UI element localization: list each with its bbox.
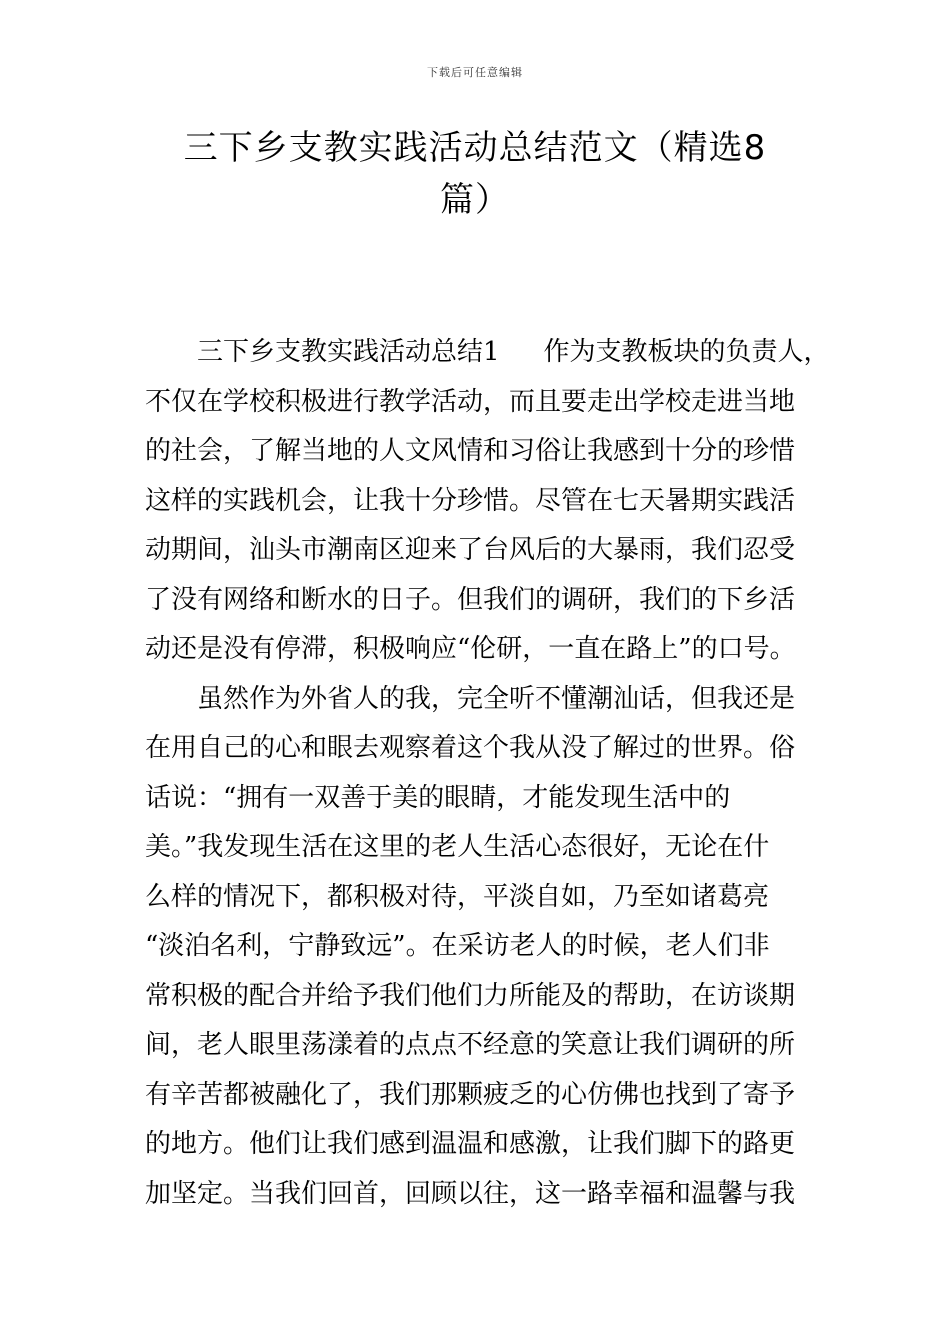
header-note: 下载后可任意编辑 — [427, 66, 523, 79]
paragraph-2-line: 话说：“拥有一双善于美的眼睛，才能发现生活中的 — [145, 782, 731, 813]
paragraph-1-line — [145, 328, 830, 378]
paragraph-2-line: “淡泊名利，宁静致远”。在采访老人的时候，老人们非 — [145, 931, 770, 961]
paragraph-2-line: 美。”我发现生活在这里的老人生活心态很好，无论在什 — [145, 832, 770, 862]
paragraph-1-line: 这样的实践机会，让我十分珍惜。尽管在七天暑期实践活 — [145, 485, 796, 516]
paragraph-2-line: 的地方。他们让我们感到温温和感激，让我们脚下的路更 — [145, 1129, 796, 1159]
paragraph-1-line: 的社会，了解当地的人文风情和习俗让我感到十分的珍惜 — [145, 436, 796, 466]
title-line-2: 篇） — [440, 180, 510, 220]
paragraph-2-line: 间，老人眼里荡漾着的点点不经意的笑意让我们调研的所 — [145, 1030, 796, 1060]
document-title — [150, 122, 800, 226]
document-body — [145, 328, 830, 1219]
paragraph-1-text: 作为支教板块的负责人， — [543, 337, 830, 367]
paragraph-1-line: 了没有网络和断水的日子。但我们的调研，我们的下乡活 — [145, 584, 796, 615]
paragraph-2-line: 常积极的配合并给予我们他们力所能及的帮助，在访谈期 — [145, 980, 796, 1011]
section-heading: 三下乡支教实践活动总结1 — [197, 337, 500, 367]
paragraph-1-line: 不仅在学校积极进行教学活动，而且要走出学校走进当地 — [145, 386, 796, 417]
paragraph-1-line: 动还是没有停滞，积极响应“伦研，一直在路上”的口号。 — [145, 634, 796, 664]
paragraph-1-line: 动期间，汕头市潮南区迎来了台风后的大暴雨，我们忍受 — [145, 535, 796, 565]
paragraph-2-line: 在用自己的心和眼去观察着这个我从没了解过的世界。俗 — [145, 733, 796, 763]
paragraph-2-line: 么样的情况下，都积极对待，平淡自如，乃至如诸葛亮 — [145, 881, 770, 912]
paragraph-2-line: 加坚定。当我们回首，回顾以往，这一路幸福和温馨与我 — [145, 1178, 796, 1209]
title-line-1: 三下乡支教实践活动总结范文（精选8 — [183, 128, 767, 168]
paragraph-2-line: 有辛苦都被融化了，我们那颗疲乏的心仿佛也找到了寄予 — [145, 1079, 796, 1110]
paragraph-2-line: 虽然作为外省人的我，完全听不懂潮汕话，但我还是 — [197, 683, 796, 714]
